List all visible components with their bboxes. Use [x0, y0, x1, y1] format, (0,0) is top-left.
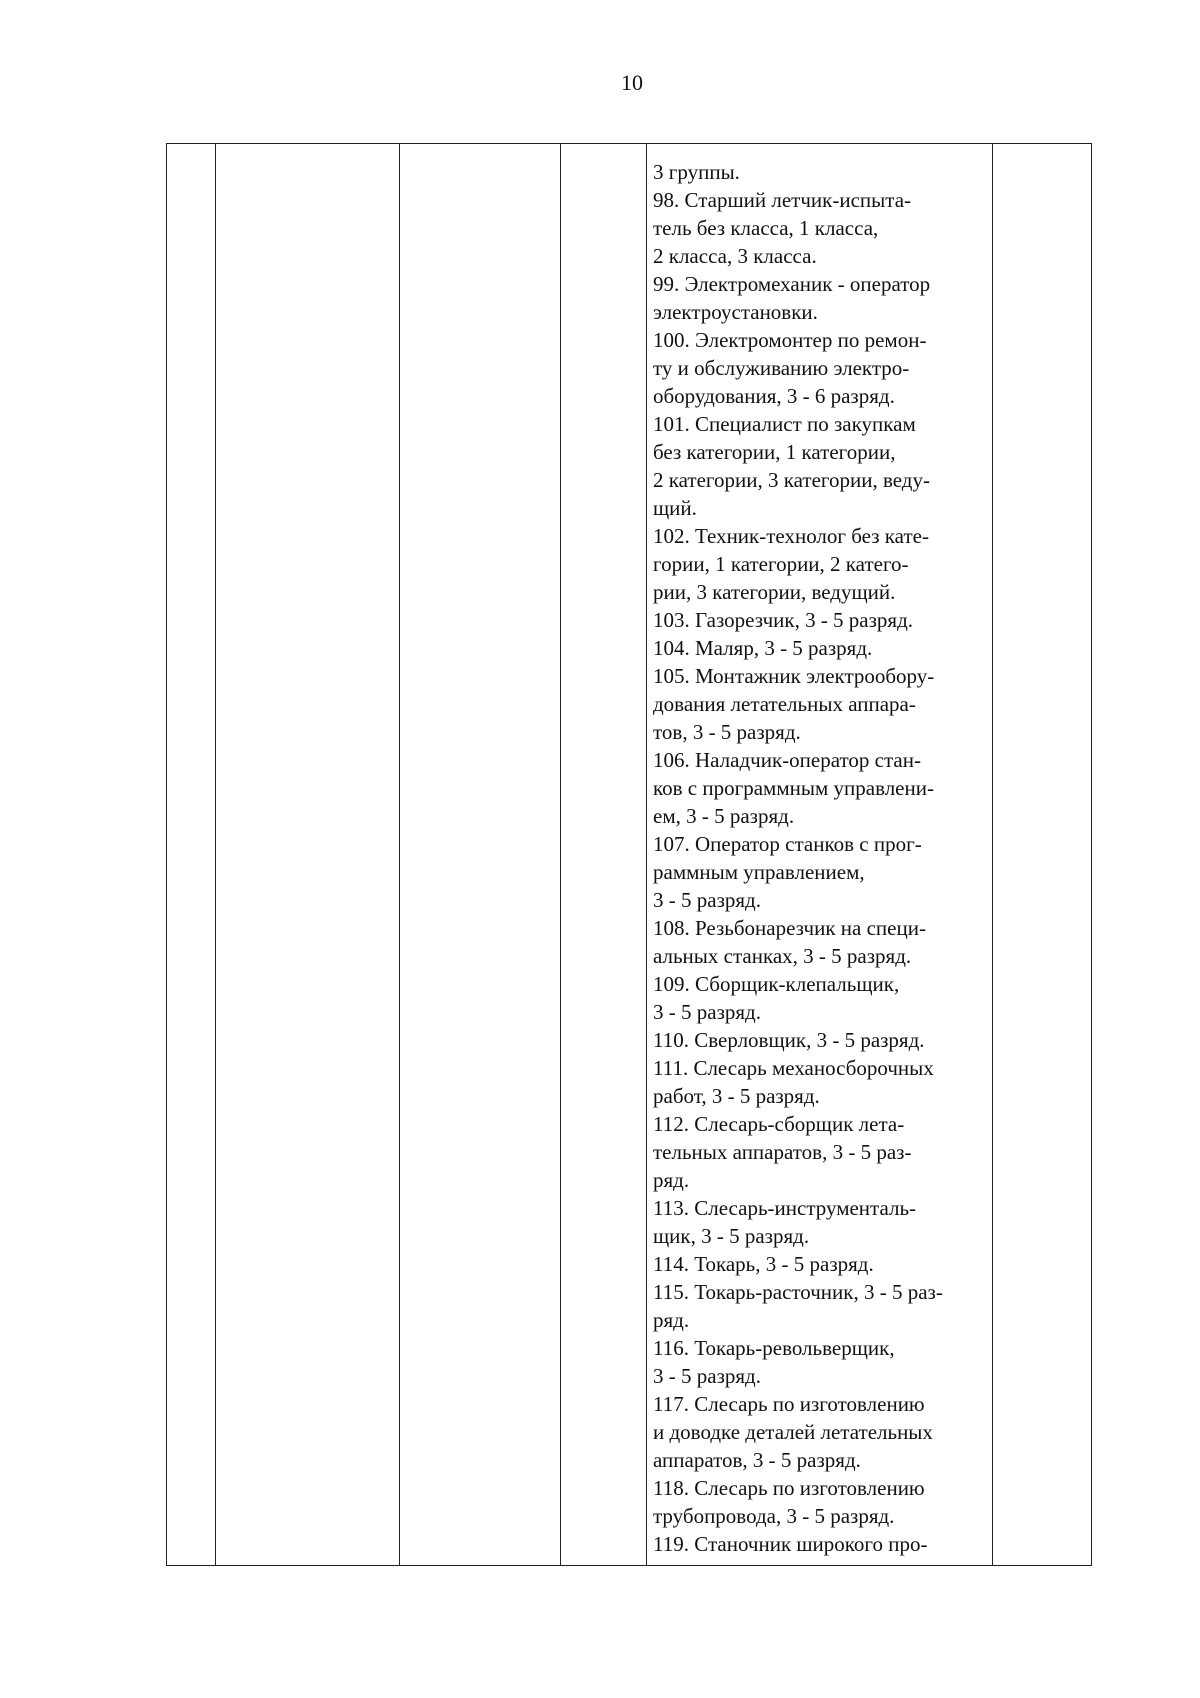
cell-text-line: дования летательных аппара-: [653, 692, 916, 716]
cell-text-line: ряд.: [653, 1168, 690, 1192]
cell-text-line: оборудования, 3 - 6 разряд.: [653, 384, 895, 408]
cell-text-line: тельных аппаратов, 3 - 5 раз-: [653, 1140, 912, 1164]
cell-text-line: 119. Станочник широкого про-: [653, 1532, 928, 1556]
column-divider-1: [215, 144, 216, 1565]
cell-text-line: аппаратов, 3 - 5 разряд.: [653, 1448, 861, 1472]
cell-text-line: 3 - 5 разряд.: [653, 1364, 761, 1388]
cell-text-line: ряд.: [653, 1308, 690, 1332]
cell-text-line: 117. Слесарь по изготовлению: [653, 1392, 925, 1416]
cell-text-line: 104. Маляр, 3 - 5 разряд.: [653, 636, 873, 660]
cell-text-line: щик, 3 - 5 разряд.: [653, 1224, 810, 1248]
table-cell-professions: [653, 158, 993, 1558]
cell-text-line: без категории, 1 категории,: [653, 440, 896, 464]
cell-text-line: ков с программным управлени-: [653, 776, 934, 800]
cell-text-line: 112. Слесарь-сборщик лета-: [653, 1112, 905, 1136]
cell-text-line: 108. Резьбонарезчик на специ-: [653, 916, 926, 940]
cell-text-line: 113. Слесарь-инструменталь-: [653, 1196, 917, 1220]
cell-text-line: раммным управлением,: [653, 860, 865, 884]
cell-text-line: 98. Старший летчик-испыта-: [653, 188, 912, 212]
cell-text-line: 111. Слесарь механосборочных: [653, 1056, 934, 1080]
cell-text-line: 3 - 5 разряд.: [653, 888, 761, 912]
cell-text-line: 99. Электромеханик - оператор: [653, 272, 931, 296]
cell-text-line: ту и обслуживанию электро-: [653, 356, 910, 380]
cell-text-line: 3 группы.: [653, 160, 740, 184]
cell-text-line: тов, 3 - 5 разряд.: [653, 720, 801, 744]
cell-text-line: 109. Сборщик-клепальщик,: [653, 972, 900, 996]
cell-text-line: 107. Оператор станков с прог-: [653, 832, 922, 856]
cell-text-line: тель без класса, 1 класса,: [653, 216, 879, 240]
column-divider-2: [399, 144, 400, 1565]
cell-text-line: и доводке деталей летательных: [653, 1420, 933, 1444]
cell-text-line: ем, 3 - 5 разряд.: [653, 804, 795, 828]
cell-text-line: 118. Слесарь по изготовлению: [653, 1476, 925, 1500]
column-divider-4: [646, 144, 647, 1565]
cell-text-line: электроустановки.: [653, 300, 818, 324]
cell-text-line: 110. Сверловщик, 3 - 5 разряд.: [653, 1028, 925, 1052]
cell-text-line: 103. Газорезчик, 3 - 5 разряд.: [653, 608, 914, 632]
cell-text-line: 3 - 5 разряд.: [653, 1000, 761, 1024]
page-number: 10: [621, 70, 643, 95]
cell-text-line: 2 класса, 3 класса.: [653, 244, 817, 268]
cell-text-line: 2 категории, 3 категории, веду-: [653, 468, 930, 492]
cell-text-line: 106. Наладчик-оператор стан-: [653, 748, 921, 772]
cell-text-line: 105. Монтажник электрообору-: [653, 664, 935, 688]
column-divider-3: [560, 144, 561, 1565]
cell-text-line: 102. Техник-технолог без кате-: [653, 524, 929, 548]
cell-text-line: 100. Электромонтер по ремон-: [653, 328, 927, 352]
cell-text-line: рии, 3 категории, ведущий.: [653, 580, 896, 604]
cell-text-line: альных станках, 3 - 5 разряд.: [653, 944, 912, 968]
cell-text-line: 116. Токарь-револьверщик,: [653, 1336, 895, 1360]
cell-text-line: работ, 3 - 5 разряд.: [653, 1084, 820, 1108]
cell-text-line: трубопровода, 3 - 5 разряд.: [653, 1504, 895, 1528]
cell-text-line: 115. Токарь-расточник, 3 - 5 раз-: [653, 1280, 943, 1304]
cell-text-line: щий.: [653, 496, 697, 520]
cell-text-line: 114. Токарь, 3 - 5 разряд.: [653, 1252, 874, 1276]
cell-text-line: 101. Специалист по закупкам: [653, 412, 916, 436]
cell-text-line: гории, 1 категории, 2 катего-: [653, 552, 909, 576]
